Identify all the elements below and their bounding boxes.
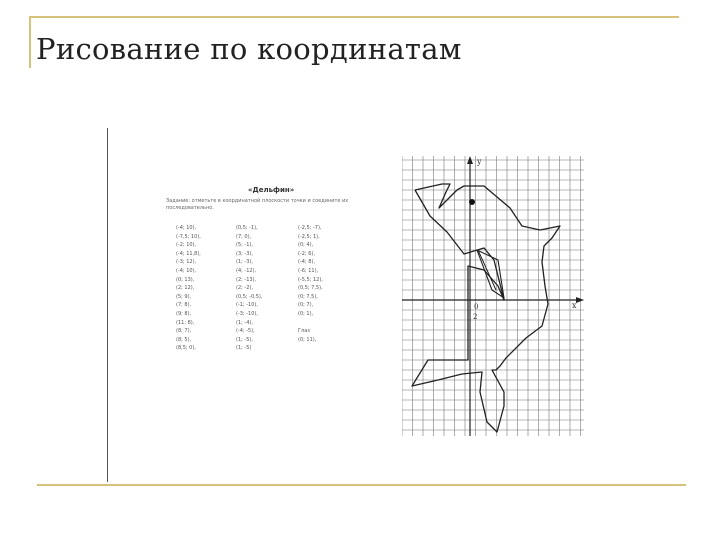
coordinate-entry: (0,5; -0,5), bbox=[236, 293, 263, 300]
x-axis-label: x bbox=[572, 301, 577, 310]
coordinate-entry: (0; 4), bbox=[298, 242, 314, 249]
coordinate-entry: (8; 7), bbox=[176, 328, 192, 335]
scan-left-edge bbox=[107, 128, 108, 482]
coordinate-entry: (11; 8), bbox=[176, 319, 195, 326]
coordinate-entry: (3; -3), bbox=[236, 250, 253, 257]
dolphin-coordinate-graph bbox=[402, 156, 584, 436]
coordinate-entry: (-2; 10), bbox=[176, 242, 197, 249]
coordinate-entry: (-3; -10), bbox=[236, 310, 258, 317]
coordinate-column-3 bbox=[298, 224, 360, 353]
coordinate-entry: (-1; -10), bbox=[236, 302, 258, 309]
coordinate-entry: (0; 1), bbox=[298, 310, 314, 317]
coordinate-entry: (2; -13), bbox=[236, 276, 257, 283]
dolphin-eye bbox=[469, 199, 475, 205]
coordinate-entry: (0,5; -1), bbox=[236, 225, 258, 231]
coordinate-entry: (-4; -5), bbox=[236, 328, 255, 335]
coordinate-entry: (0; 11), bbox=[298, 336, 317, 343]
coordinate-entry: (-4; 8), bbox=[298, 259, 315, 266]
coordinate-entry: (7; 0), bbox=[236, 233, 252, 240]
coordinate-entry bbox=[298, 319, 360, 328]
coordinate-entry: (1; -5) bbox=[236, 345, 252, 352]
coordinate-entry bbox=[298, 344, 360, 353]
worksheet-title: «Дельфин» bbox=[248, 186, 295, 194]
coordinate-entry: (4; -12), bbox=[236, 267, 257, 274]
y-axis-label: y bbox=[477, 157, 482, 166]
coordinate-entry: (2; 12), bbox=[176, 285, 195, 292]
unit-label: 2 bbox=[473, 313, 478, 321]
coordinate-entry: (1; -4), bbox=[236, 319, 253, 326]
coordinate-entry: (1; -3), bbox=[236, 259, 253, 266]
coordinate-entry: (-4; 10), bbox=[176, 267, 197, 274]
coordinate-entry: (0; 7,5), bbox=[298, 293, 318, 300]
coordinate-entry: Глаз bbox=[298, 328, 310, 335]
coordinate-entry: (9; 8), bbox=[176, 310, 192, 317]
coordinate-entry: (8,5; 0), bbox=[176, 345, 196, 352]
coordinate-entry: (-4; 11,8), bbox=[176, 250, 201, 257]
coordinate-entry: (0,5; 7,5), bbox=[298, 285, 323, 292]
coordinate-column-1 bbox=[176, 224, 238, 353]
slide-frame-bottom-line bbox=[37, 484, 686, 486]
coordinate-column-2 bbox=[236, 224, 298, 353]
coordinate-entry: (-4; 10), bbox=[176, 225, 197, 231]
coordinate-entry: (8; 5), bbox=[176, 336, 192, 343]
slide-frame-left-line bbox=[29, 16, 31, 68]
worksheet-instruction: Задание: отметьте в координатной плоскости точки и соедините их последовательно. bbox=[166, 198, 349, 211]
coordinate-entry: (5; -1), bbox=[236, 242, 253, 249]
coordinate-entry: (5; 9), bbox=[176, 293, 192, 300]
coordinate-entry: (-2; 6), bbox=[298, 250, 315, 257]
origin-label: 0 bbox=[474, 303, 479, 311]
coordinate-entry: (-2,5; -7), bbox=[298, 225, 322, 231]
slide-frame-top-line bbox=[29, 16, 679, 18]
coordinate-entry: (-3; 12), bbox=[176, 259, 197, 266]
coordinate-entry: (0; 13), bbox=[176, 276, 195, 283]
coordinate-entry: (7; 8), bbox=[176, 302, 192, 309]
coordinate-entry: (1; -5), bbox=[236, 336, 253, 343]
coordinate-entry: (2; -2), bbox=[236, 285, 253, 292]
coordinate-entry: (-6; 11), bbox=[298, 267, 319, 274]
graph-background bbox=[402, 156, 584, 436]
coordinate-entry: (-7,5; 10), bbox=[176, 233, 201, 240]
coordinate-entry: (-2,5; 1), bbox=[298, 233, 320, 240]
coordinate-entry: (0; 7), bbox=[298, 302, 314, 309]
slide-title: Рисование по координатам bbox=[36, 32, 462, 66]
coordinate-entry: (-5,5; 12), bbox=[298, 276, 323, 283]
